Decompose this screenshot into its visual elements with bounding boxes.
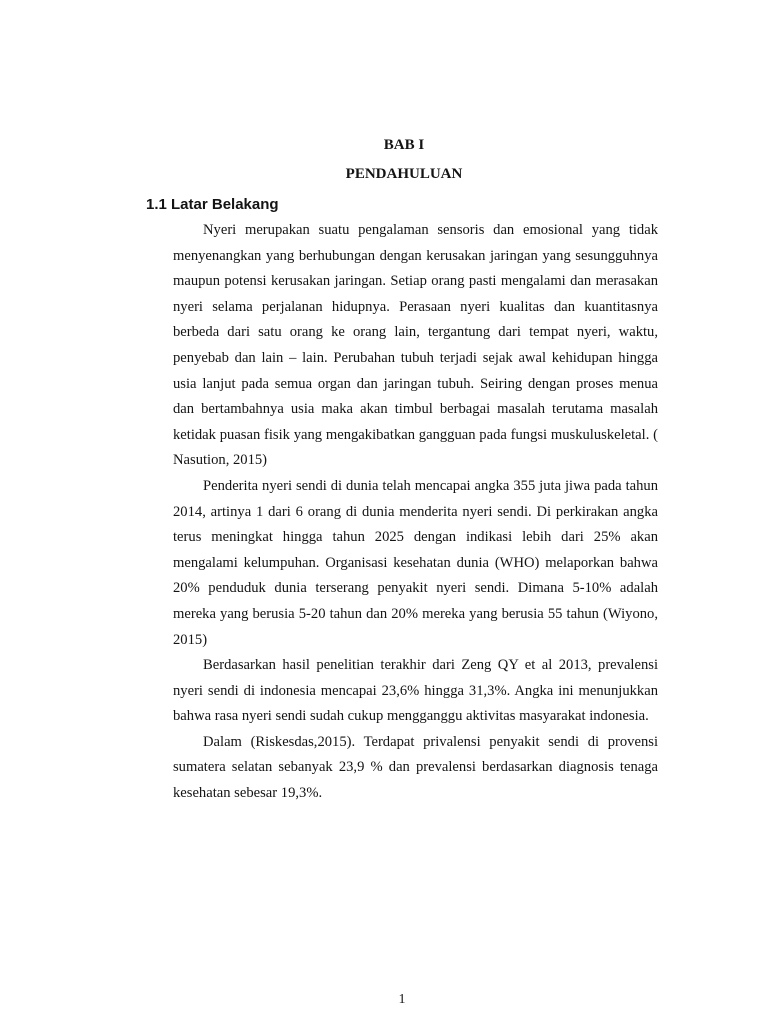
- chapter-label: BAB I: [383, 137, 425, 153]
- paragraph-1: Nyeri merupakan suatu pengalaman sensoris dan emosional yang tidak menyenangkan yang berhubungan dengan kerusakan jaringan yang sesungguhnya maupun potensi kerusakan jaringan. Setiap orang pasti mengalami dan merasakan nyeri selama perjalanan hidupnya. Perasaan nyeri kualitas dan kuantitasnya berbeda dari satu orang ke orang lain, tergantung dari tempat nyeri, waktu, penyebab dan lain – lain. Perubahan tubuh terjadi sejak awal kehidupan hingga usia lanjut pada semua organ dan jaringan tubuh. Seiring dengan proses menua dan bertambahnya usia maka akan timbul berbagai masalah terutama masalah ketidak puasan fisik yang mengakibatkan gangguan pada fungsi muskuluskeletal. ( Nasution, 2015): [173, 222, 658, 469]
- paragraph-2: Penderita nyeri sendi di dunia telah mencapai angka 355 juta jiwa pada tahun 2014, artinya 1 dari 6 orang di dunia menderita nyeri sendi. Di perkirakan angka terus meningkat hingga tahun 2025 dengan indikasi lebih dari 25% akan mengalami kelumpuhan. Organisasi kesehatan dunia (WHO) melaporkan bahwa 20% penduduk dunia terserang penyakit nyeri sendi. Dimana 5-10% adalah mereka yang berusia 5-20 tahun dan 20% mereka yang berusia 55 tahun (Wiyono, 2015): [173, 477, 658, 648]
- section-heading: 1.1 Latar Belakang: [146, 196, 279, 213]
- paragraph-3: Berdasarkan hasil penelitian terakhir dari Zeng QY et al 2013, prevalensi nyeri sendi di indonesia mencapai 23,6% hingga 31,3%. Angka ini menunjukkan bahwa rasa nyeri sendi sudah cukup mengganggu aktivitas masyarakat indonesia.: [173, 657, 658, 725]
- page-number: 1: [398, 992, 406, 1007]
- paragraph-4: Dalam (Riskesdas,2015). Terdapat privalensi penyakit sendi di provensi sumatera selatan sebanyak 23,9 % dan prevalensi berdasarkan diagnosis tenaga kesehatan sebesar 19,3%.: [173, 733, 658, 802]
- body-text: [173, 218, 658, 807]
- chapter-title: PENDAHULUAN: [345, 166, 463, 182]
